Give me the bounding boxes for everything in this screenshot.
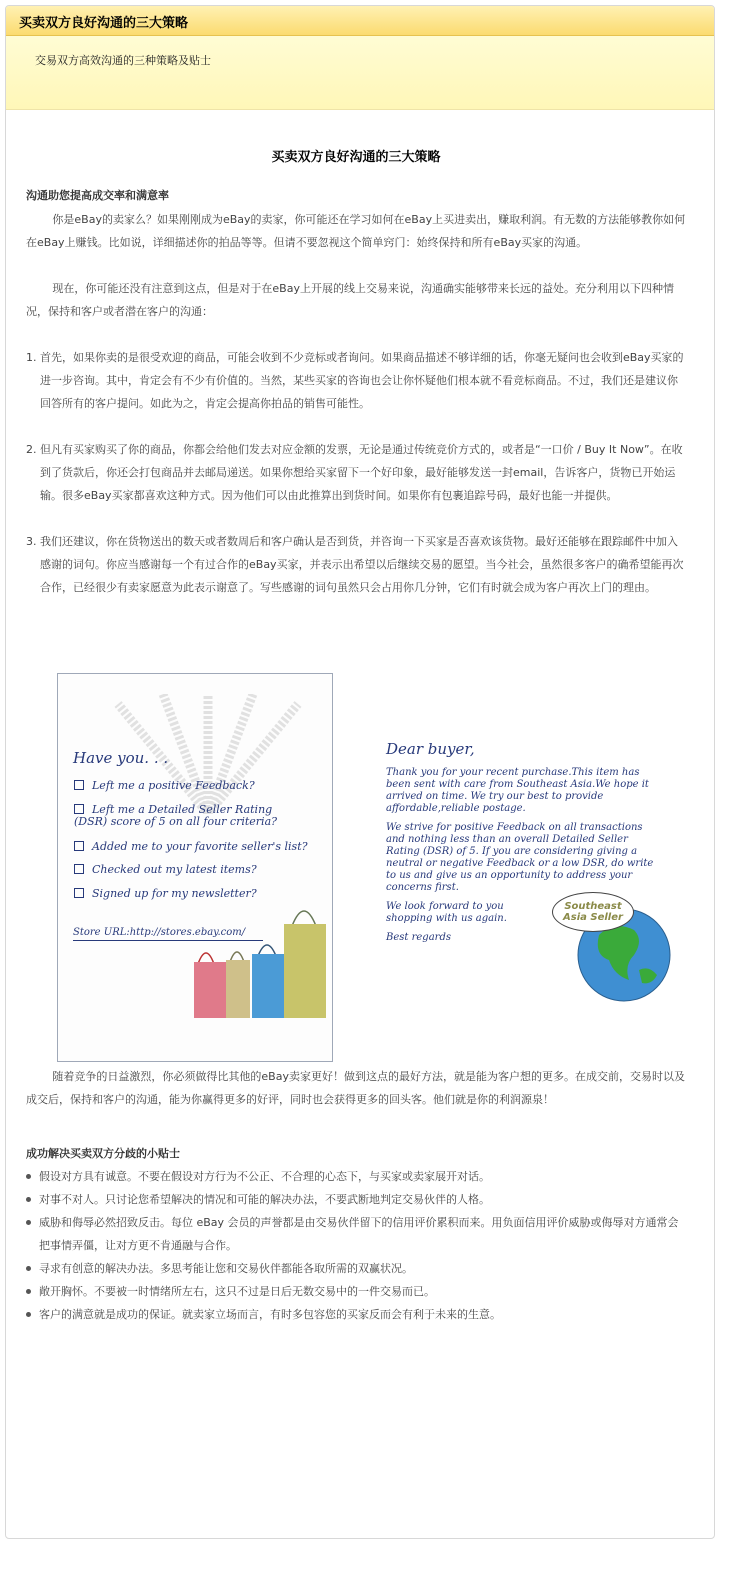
bullet-icon xyxy=(26,1266,31,1271)
checkbox-icon xyxy=(74,864,84,874)
tip-item: 客户的满意就是成功的保证。就卖家立场而言，有时多包容您的买家反而会有利于未来的生意。 xyxy=(26,1303,686,1326)
checkbox-icon xyxy=(74,888,84,898)
checklist-item: Left me a positive Feedback? xyxy=(74,780,255,792)
checkbox-icon xyxy=(74,841,84,851)
tips-heading: 成功解决买卖双方分歧的小贴士 xyxy=(26,1147,180,1160)
checklist-item: Signed up for my newsletter? xyxy=(74,888,257,900)
note-paragraph: We strive for positive Feedback on all transactions and nothing less than an overall Detailed Seller Rating (DSR) of 5. If you are considering giving a neutral or negative Feedback or a low DSR, do write to us and give us an opportunity to address your concerns first. xyxy=(386,822,654,893)
paragraph-situations: 现在，你可能还没有注意到这点，但是对于在eBay上开展的线上交易来说，沟通确实能够带来长远的益处。充分利用以下四种情况，保持和客户或者潜在客户的沟通： xyxy=(26,282,674,318)
list-item-1: 1. 首先，如果你卖的是很受欢迎的商品，可能会收到不少竞标或者询问。如果商品描述不够详细的话，你毫无疑问也会收到eBay买家的进一步咨询。其中，肯定会有不少有价值的。当然，某些买家的咨询也会让你怀疑他们根本就不看竞标商品。不过，我们还是建议你回答所有的客户提问。如此为之，肯定会提高你拍品的销售可能性。 xyxy=(26,351,684,410)
checklist-item: Checked out my latest items? xyxy=(74,864,257,876)
shopping-bags-icon xyxy=(188,904,333,1024)
list-item-2: 2. 但凡有买家购买了你的商品，你都会给他们发去对应金额的发票，无论是通过传统竞价方式的，或者是“一口价 / Buy It Now”。在收到了货款后，你还会打包商品并去邮局递送。如果你想给买家留下一个好印象，最好能够发送一封email，告诉客户，货物已开始运输。很多eBay买家都喜欢这种方式。因为他们可以由此推算出到货时间。如果你有包裹追踪号码，最好也能一并提供。 xyxy=(26,443,683,502)
feedback-card-image xyxy=(26,639,686,1019)
summary-box xyxy=(6,36,714,110)
bullet-icon xyxy=(26,1312,31,1317)
bullet-icon xyxy=(26,1174,31,1179)
tip-item: 敞开胸怀。不要被一时情绪所左右，这只不过是日后无数交易中的一件交易而已。 xyxy=(26,1280,686,1303)
card-title: Have you. . . xyxy=(73,749,169,767)
thank-you-card xyxy=(57,673,333,1062)
panel-header xyxy=(6,6,714,36)
section-heading: 沟通助您提高成交率和满意率 xyxy=(26,189,169,202)
article-body xyxy=(26,106,686,1326)
checkbox-icon xyxy=(74,780,84,790)
list-item-3: 3. 我们还建议，你在货物送出的数天或者数周后和客户确认是否到货，并咨询一下买家是否喜欢该货物。最好还能够在跟踪邮件中加入感谢的词句。你应当感谢每一个有过合作的eBay买家，并表示出希望以后继续交易的愿望。当今社会，虽然很多客户的确希望能再次合作，已经很少有卖家愿意为此表示谢意了。写些感谢的词句虽然只会占用你几分钟，它们有时就会成为客户再次上门的理由。 xyxy=(26,535,684,594)
bullet-icon xyxy=(26,1220,31,1225)
note-greeting: Dear buyer, xyxy=(386,740,475,758)
note-signoff: Best regards xyxy=(386,932,451,943)
store-url: Store URL:http://stores.ebay.com/ xyxy=(73,927,246,938)
tip-item: 对事不对人。只讨论您希望解决的情况和可能的解决办法，不要武断地判定交易伙伴的人格。 xyxy=(26,1188,686,1211)
checkbox-icon xyxy=(74,804,84,814)
checklist-item: Left me a Detailed Seller Rating (DSR) score of 5 on all four criteria? xyxy=(74,803,278,828)
paragraph-conclusion: 随着竞争的日益激烈，你必须做得比其他的eBay卖家更好！做到这点的最好方法，就是能为客户想的更多。在成交前，交易时以及成交后，保持和客户的沟通，能为你赢得更多的好评，同时也会获得更多的回头客。他们就是你的利润源泉！ xyxy=(26,1070,685,1106)
tip-item: 威胁和侮辱必然招致反击。每位 eBay 会员的声誉都是由交易伙伴留下的信用评价累积而来。用负面信用评价威胁或侮辱对方通常会把事情弄僵，让对方更不肯通融与合作。 xyxy=(26,1211,686,1257)
checklist-item: Added me to your favorite seller's list? xyxy=(74,841,308,853)
bullet-icon xyxy=(26,1197,31,1202)
summary-text: 交易双方高效沟通的三种策略及贴士 xyxy=(35,54,211,67)
panel-title: 买卖双方良好沟通的三大策略 xyxy=(19,16,189,31)
note-paragraph: Thank you for your recent purchase.This item has been sent with care from Southeast Asia.We hope it arrived on time. We try our best to provide affordable,reliable postage. xyxy=(386,767,649,814)
tip-item: 假设对方具有诚意。不要在假设对方行为不公正、不合理的心态下，与买家或卖家展开对话。 xyxy=(26,1165,686,1188)
tip-item: 寻求有创意的解决办法。多思考能让您和交易伙伴都能各取所需的双赢状况。 xyxy=(26,1257,686,1280)
bullet-icon xyxy=(26,1289,31,1294)
paragraph-intro: 你是eBay的卖家么？如果刚刚成为eBay的卖家，你可能还在学习如何在eBay上买进卖出，赚取利润。有无数的方法能够教你如何在eBay上赚钱。比如说，详细描述你的拍品等等。但请不要忽视这个简单窍门：始终保持和所有eBay买家的沟通。 xyxy=(26,213,686,249)
seller-badge: Southeast Asia Seller xyxy=(552,892,634,932)
article-title: 买卖双方良好沟通的三大策略 xyxy=(271,150,441,165)
note-paragraph: We look forward to you shopping with us again. xyxy=(386,901,507,924)
